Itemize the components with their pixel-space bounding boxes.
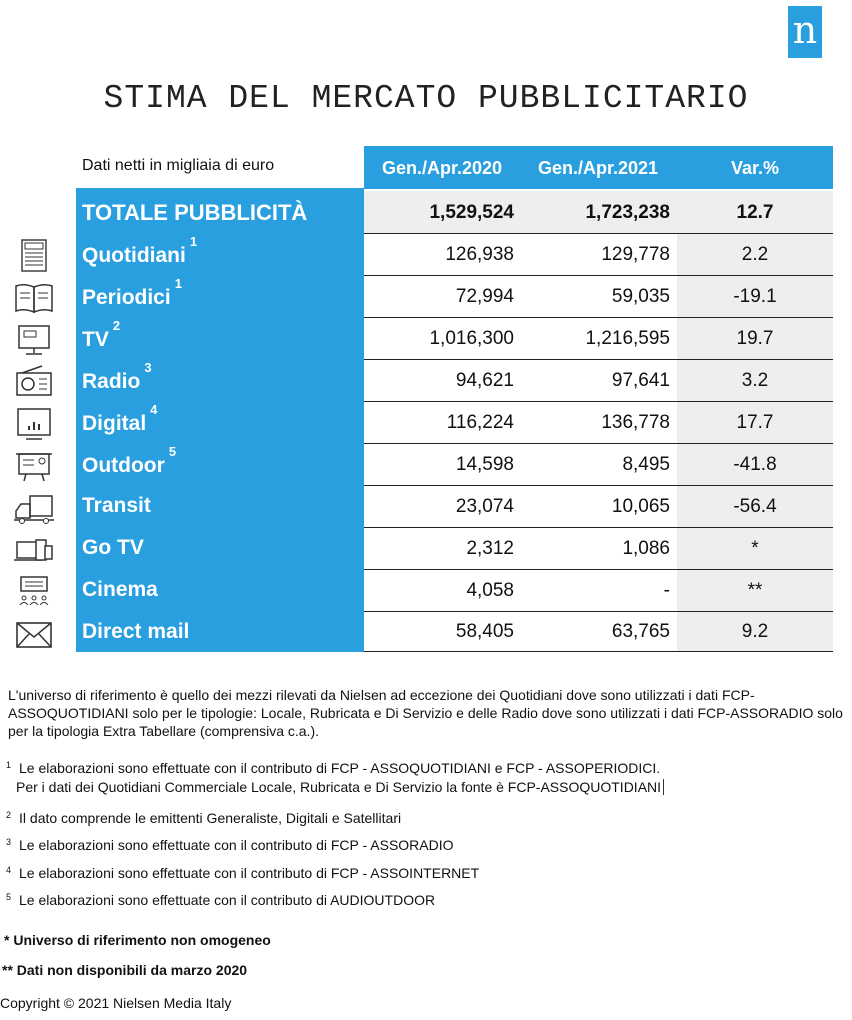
value-2020: 23,074 — [455, 496, 514, 517]
value-var: 9.2 — [741, 621, 769, 642]
row-label-quotidiani: Quotidiani$^1$ — [82, 234, 198, 267]
column-header-var: Var.% — [730, 158, 780, 178]
star-note-1: * Universo di riferimento non omogeneo — [4, 932, 271, 948]
value-2020: 2,312 — [466, 538, 514, 559]
magazine-icon — [12, 280, 56, 316]
value-var: ** — [747, 580, 763, 601]
row-label-outdoor: Outdoor$^5$ — [82, 444, 177, 477]
row-divider — [364, 233, 833, 234]
row-label-direct-mail: Direct mail — [82, 620, 190, 643]
row-label-periodici: Periodici$^1$ — [82, 276, 182, 309]
value-var: 3.2 — [741, 370, 769, 391]
total-label: TOTALE PUBBLICITÀ — [82, 200, 308, 225]
star-note-2: ** Dati non disponibili da marzo 2020 — [2, 962, 248, 978]
row-divider — [364, 611, 833, 612]
row-divider — [364, 275, 833, 276]
copyright: Copyright © 2021 Nielsen Media Italy — [0, 995, 232, 1011]
unit-label: Dati netti in migliaia di euro — [82, 157, 275, 174]
tv-icon — [12, 322, 56, 358]
value-var: 19.7 — [736, 328, 774, 349]
value-2021: 1,216,595 — [585, 328, 670, 349]
row-divider — [364, 651, 833, 652]
value-var: * — [751, 538, 759, 559]
value-2021: 97,641 — [611, 370, 670, 391]
row-label-cinema: Cinema — [82, 578, 158, 601]
value-2021: 63,765 — [611, 621, 670, 642]
value-2021: 8,495 — [622, 454, 670, 475]
row-divider — [364, 527, 833, 528]
total-value-2021: 1,723,238 — [585, 202, 670, 223]
footnote-3: $^3$ Le elaborazioni sono effettuate con il contributo di FCP - ASSORADIO — [6, 837, 454, 853]
row-label-radio: Radio$^3$ — [82, 360, 152, 393]
value-2020: 1,016,300 — [429, 328, 514, 349]
row-divider — [364, 317, 833, 318]
value-2021: 59,035 — [611, 286, 670, 307]
value-2021: 129,778 — [601, 244, 670, 265]
newspaper-icon — [12, 238, 56, 274]
nielsen-logo: n — [788, 6, 822, 58]
devices-icon — [12, 532, 56, 568]
cinema-icon — [12, 574, 56, 610]
footnote-2: $^2$ Il dato comprende le emittenti Generaliste, Digitali e Satellitari — [6, 810, 402, 826]
row-divider — [364, 485, 833, 486]
digital-icon — [12, 406, 56, 442]
row-divider — [364, 401, 833, 402]
total-value-var: 12.7 — [736, 202, 774, 223]
radio-icon — [12, 364, 56, 400]
total-value-2020: 1,529,524 — [429, 202, 514, 223]
value-2020: 14,598 — [455, 454, 514, 475]
page-title: STIMA DEL MERCATO PUBBLICITARIO — [103, 80, 749, 117]
footnote-5: $^5$ Le elaborazioni sono effettuate con il contributo di AUDIOUTDOOR — [6, 892, 436, 908]
value-2020: 116,224 — [446, 412, 514, 433]
row-label-digital: Digital$^4$ — [82, 402, 158, 435]
value-2020: 4,058 — [466, 580, 514, 601]
value-var: -56.4 — [733, 496, 777, 517]
value-var: -19.1 — [733, 286, 777, 307]
footnote-1: $^1$ Le elaborazioni sono effettuate con il contributo di FCP - ASSOQUOTIDIANI e FCP - ASSOPERIODICI. — [6, 760, 661, 776]
value-2020: 94,621 — [455, 370, 514, 391]
value-2020: 58,405 — [455, 621, 514, 642]
envelope-icon — [12, 616, 56, 652]
row-divider — [364, 569, 833, 570]
value-var: -41.8 — [733, 454, 777, 475]
value-2021: 1,086 — [622, 538, 670, 559]
row-label-transit: Transit — [82, 494, 151, 517]
truck-icon — [12, 490, 56, 526]
value-2020: 72,994 — [455, 286, 514, 307]
value-var: 17.7 — [736, 412, 774, 433]
value-var: 2.2 — [741, 244, 769, 265]
row-divider — [364, 443, 833, 444]
footnote-4: $^4$ Le elaborazioni sono effettuate con il contributo di FCP - ASSOINTERNET — [6, 865, 480, 881]
value-2021: - — [663, 580, 670, 601]
row-label-go-tv: Go TV — [82, 536, 144, 559]
row-label-tv: $TV^2$ — [82, 318, 121, 351]
value-2021: 136,778 — [601, 412, 670, 433]
value-2020: 126,938 — [445, 244, 514, 265]
universe-note: L'universo di riferimento è quello dei mezzi rilevati da Nielsen ad eccezione dei Quotidiani dove sono utilizzati i dati FCP-ASSOQUOTIDIANI solo per le tipologie: Locale, Rubricata e Di Servizio e delle Radio dove sono utilizzati i dati FCP-ASSORADIO solo per la tipologia Extra Tabellare (comprensiva c.a.). — [8, 687, 843, 739]
column-header-2021: Gen./Apr.2021 — [537, 158, 659, 178]
column-header-2020: Gen./Apr.2020 — [381, 158, 503, 178]
value-2021: 10,065 — [611, 496, 670, 517]
row-divider — [364, 359, 833, 360]
billboard-icon — [12, 448, 56, 484]
footnote-1-line2: Per i dati dei Quotidiani Commerciale Locale, Rubricata e Di Servizio la fonte è FCP-ASSOQUOTIDIANI — [16, 779, 664, 795]
